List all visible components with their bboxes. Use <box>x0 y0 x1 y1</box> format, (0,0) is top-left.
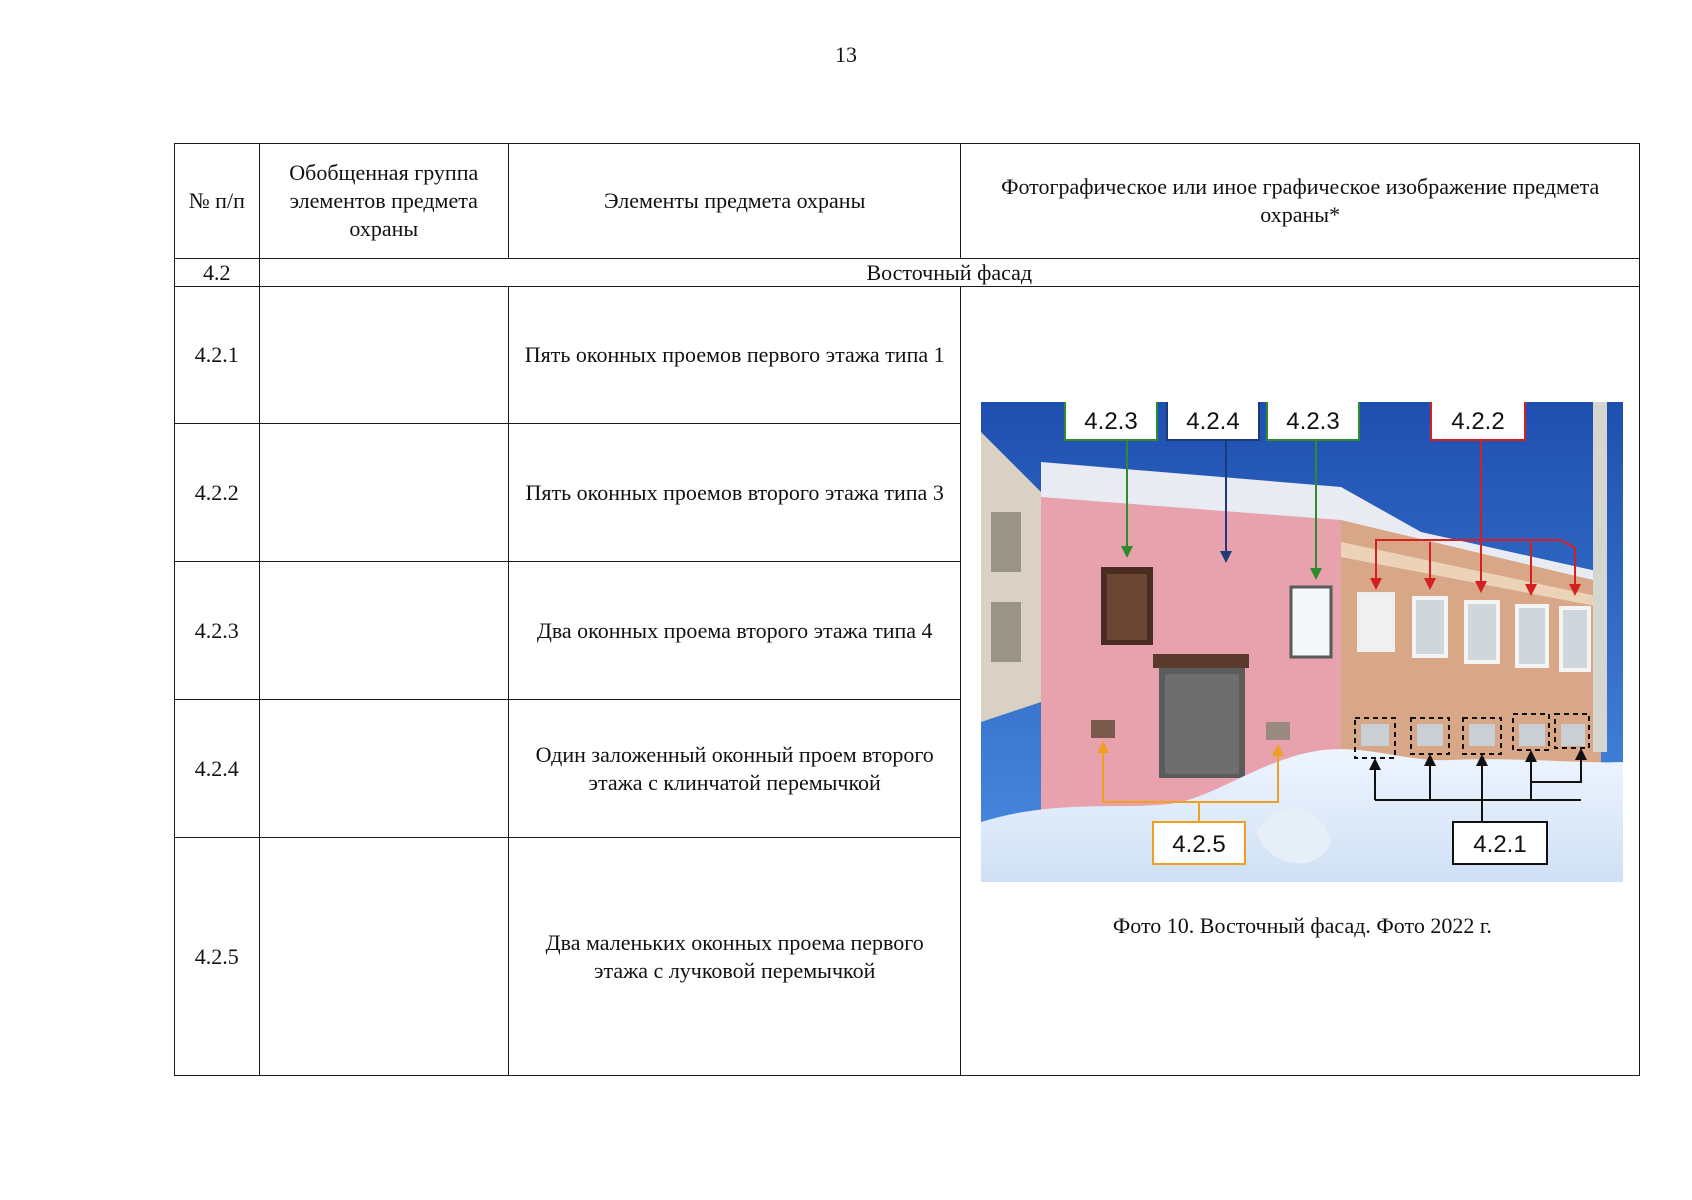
label-text: 4.2.3 <box>1084 408 1139 435</box>
row-element: Один заложенный оконный проем второго этажа с клинчатой перемычкой <box>508 700 960 838</box>
row-element: Пять оконных проемов второго этажа типа 3 <box>508 424 960 562</box>
label-4-2-3-right <box>1267 402 1359 440</box>
header-number: № п/п <box>175 144 260 259</box>
header-image: Фотографическое или иное графическое изображение предмета охраны* <box>961 144 1640 259</box>
protection-table <box>174 143 1640 1076</box>
row-number: 4.2.3 <box>175 562 260 700</box>
table-header-row <box>175 144 1640 259</box>
section-row <box>175 259 1640 287</box>
row-element: Два оконных проема второго этажа типа 4 <box>508 562 960 700</box>
row-number: 4.2.5 <box>175 838 260 1076</box>
row-group <box>259 700 508 838</box>
photo-cell <box>961 287 1640 1076</box>
label-4-2-2 <box>1431 402 1525 440</box>
row-number: 4.2.4 <box>175 700 260 838</box>
photo-caption: Фото 10. Восточный фасад. Фото 2022 г. <box>1112 913 1492 938</box>
label-text: 4.2.1 <box>1473 831 1528 858</box>
row-group <box>259 287 508 424</box>
label-text: 4.2.4 <box>1186 408 1241 435</box>
section-title: Восточный фасад <box>259 259 1639 287</box>
header-elements: Элементы предмета охраны <box>508 144 960 259</box>
label-4-2-5 <box>1153 822 1245 864</box>
row-element: Два маленьких оконных проема первого этажа с лучковой перемычкой <box>508 838 960 1076</box>
section-number: 4.2 <box>175 259 260 287</box>
row-number: 4.2.1 <box>175 287 260 424</box>
label-text: 4.2.3 <box>1286 408 1341 435</box>
label-4-2-1 <box>1453 822 1547 864</box>
row-number: 4.2.2 <box>175 424 260 562</box>
row-group <box>259 838 508 1076</box>
header-group: Обобщенная группа элементов предмета охраны <box>259 144 508 259</box>
facade-photo <box>981 402 1623 882</box>
label-text: 4.2.5 <box>1172 831 1227 858</box>
label-4-2-4 <box>1167 402 1259 440</box>
row-element: Пять оконных проемов первого этажа типа 1 <box>508 287 960 424</box>
page-number: 13 <box>835 42 857 67</box>
row-group <box>259 424 508 562</box>
label-text: 4.2.2 <box>1451 408 1506 435</box>
label-4-2-3-left <box>1065 402 1157 440</box>
row-group <box>259 562 508 700</box>
table-row <box>175 287 1640 424</box>
